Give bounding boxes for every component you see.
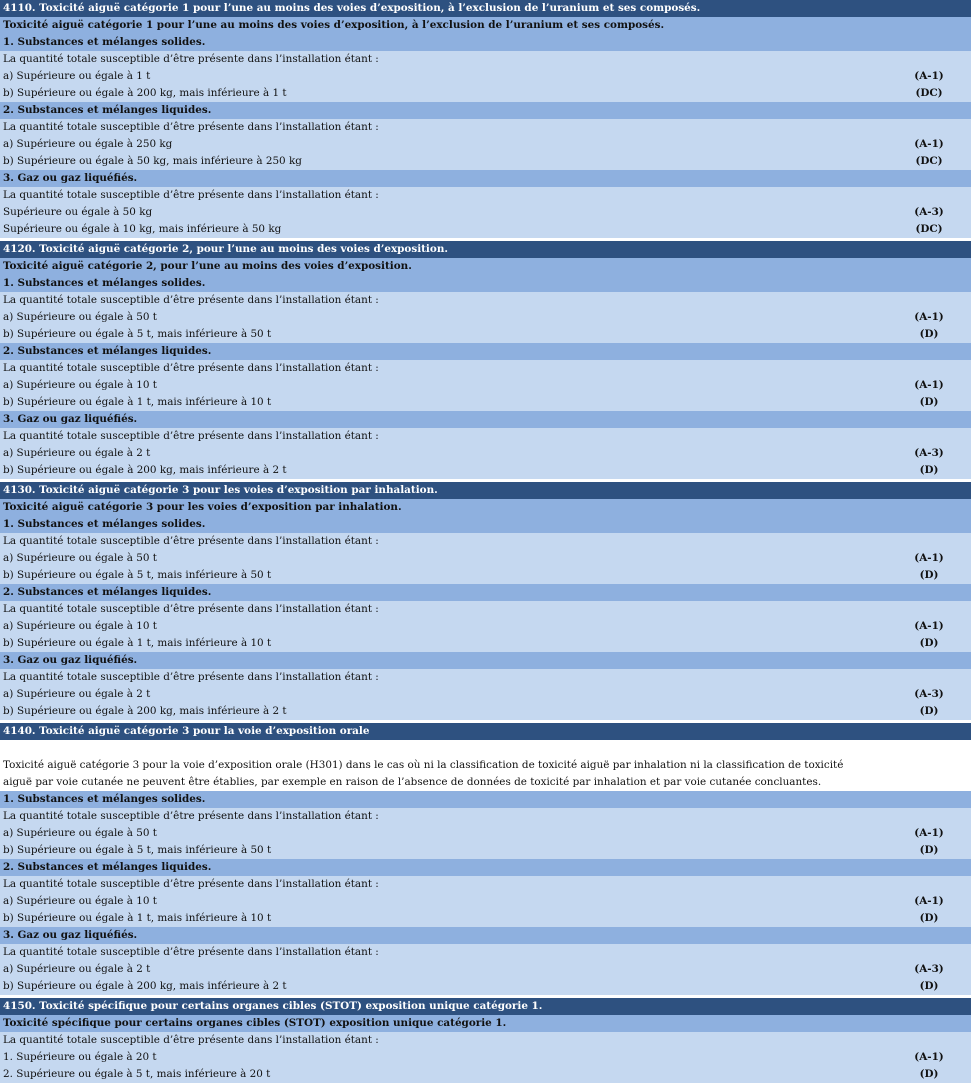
classification-regime: (D) xyxy=(919,980,939,992)
threshold-row xyxy=(0,910,971,927)
threshold-row xyxy=(0,550,971,567)
row-text: b) Supérieure ou égale à 200 kg, mais inférieure à 2 t xyxy=(3,980,287,992)
subsection-heading xyxy=(0,170,971,187)
threshold-row xyxy=(0,978,971,995)
threshold-row xyxy=(0,153,971,170)
row-text: b) Supérieure ou égale à 5 t, mais inférieure à 50 t xyxy=(3,569,272,581)
threshold-row xyxy=(0,462,971,479)
row-text: 3. Gaz ou gaz liquéfiés. xyxy=(3,413,138,425)
row-text: a) Supérieure ou égale à 250 kg xyxy=(3,138,173,150)
classification-regime: (D) xyxy=(919,844,939,856)
row-text: a) Supérieure ou égale à 50 t xyxy=(3,552,157,564)
threshold-row xyxy=(0,876,971,893)
row-text: 4120. Toxicité aiguë catégorie 2, pour l’une au moins des voies d’exposition. xyxy=(3,243,448,255)
row-text: 1. Substances et mélanges solides. xyxy=(3,277,206,289)
row-text: a) Supérieure ou égale à 2 t xyxy=(3,688,151,700)
row-text: b) Supérieure ou égale à 5 t, mais inférieure à 50 t xyxy=(3,844,272,856)
row-text: La quantité totale susceptible d’être présente dans l’installation étant : xyxy=(3,671,379,683)
threshold-row xyxy=(0,428,971,445)
threshold-row xyxy=(0,893,971,910)
classification-regime: (D) xyxy=(919,464,939,476)
threshold-row xyxy=(0,825,971,842)
threshold-row xyxy=(0,187,971,204)
subsection-heading xyxy=(0,791,971,808)
row-text: a) Supérieure ou égale à 10 t xyxy=(3,620,157,632)
classification-regime: (DC) xyxy=(915,87,943,99)
row-text: a) Supérieure ou égale à 10 t xyxy=(3,895,157,907)
section-description xyxy=(0,258,971,275)
threshold-row xyxy=(0,944,971,961)
threshold-row xyxy=(0,808,971,825)
threshold-row xyxy=(0,445,971,462)
classification-regime: (A-1) xyxy=(914,1051,944,1063)
threshold-row xyxy=(0,221,971,238)
classification-regime: (D) xyxy=(919,569,939,581)
section-description xyxy=(0,499,971,516)
classification-regime: (D) xyxy=(919,396,939,408)
row-text: 3. Gaz ou gaz liquéfiés. xyxy=(3,172,138,184)
threshold-row xyxy=(0,68,971,85)
row-text: La quantité totale susceptible d’être présente dans l’installation étant : xyxy=(3,603,379,615)
threshold-row xyxy=(0,292,971,309)
subsection-heading xyxy=(0,275,971,292)
section-code-header xyxy=(0,998,971,1015)
threshold-row xyxy=(0,635,971,652)
subsection-heading xyxy=(0,343,971,360)
row-text: La quantité totale susceptible d’être présente dans l’installation étant : xyxy=(3,362,379,374)
classification-regime: (DC) xyxy=(915,223,943,235)
row-text: 2. Substances et mélanges liquides. xyxy=(3,861,212,873)
row-text: b) Supérieure ou égale à 200 kg, mais inférieure à 1 t xyxy=(3,87,287,99)
classification-regime: (A-3) xyxy=(914,963,944,975)
row-text: Supérieure ou égale à 50 kg xyxy=(3,206,153,218)
row-text: La quantité totale susceptible d’être présente dans l’installation étant : xyxy=(3,1034,379,1046)
classification-regime: (D) xyxy=(919,637,939,649)
threshold-row xyxy=(0,601,971,618)
subsection-heading xyxy=(0,34,971,51)
threshold-row xyxy=(0,686,971,703)
row-text: Toxicité aiguë catégorie 1 pour l’une au moins des voies d’exposition, à l’exclusion de l’uranium et ses composés. xyxy=(3,19,665,31)
classification-regime: (D) xyxy=(919,912,939,924)
row-text: 1. Supérieure ou égale à 20 t xyxy=(3,1051,157,1063)
threshold-row xyxy=(0,360,971,377)
row-text: La quantité totale susceptible d’être présente dans l’installation étant : xyxy=(3,946,379,958)
threshold-row xyxy=(0,136,971,153)
subsection-heading xyxy=(0,516,971,533)
row-text: a) Supérieure ou égale à 2 t xyxy=(3,963,151,975)
subsection-heading xyxy=(0,584,971,601)
classification-regime: (A-1) xyxy=(914,379,944,391)
row-text: Toxicité spécifique pour certains organes cibles (STOT) exposition unique catégorie 1. xyxy=(3,1017,507,1029)
row-text: 3. Gaz ou gaz liquéfiés. xyxy=(3,929,138,941)
subsection-heading xyxy=(0,411,971,428)
threshold-row xyxy=(0,51,971,68)
classification-regime: (A-1) xyxy=(914,138,944,150)
row-text: La quantité totale susceptible d’être présente dans l’installation étant : xyxy=(3,294,379,306)
subsection-heading xyxy=(0,652,971,669)
row-text: La quantité totale susceptible d’être présente dans l’installation étant : xyxy=(3,535,379,547)
row-text: La quantité totale susceptible d’être présente dans l’installation étant : xyxy=(3,53,379,65)
threshold-row xyxy=(0,309,971,326)
threshold-row xyxy=(0,1049,971,1066)
row-text: 4130. Toxicité aiguë catégorie 3 pour les voies d’exposition par inhalation. xyxy=(3,484,438,496)
section-description xyxy=(0,740,971,791)
row-text: La quantité totale susceptible d’être présente dans l’installation étant : xyxy=(3,810,379,822)
row-text: a) Supérieure ou égale à 10 t xyxy=(3,379,157,391)
section-code-header xyxy=(0,723,971,740)
classification-regime: (DC) xyxy=(915,155,943,167)
classification-regime: (A-3) xyxy=(914,206,944,218)
threshold-row xyxy=(0,394,971,411)
row-text: La quantité totale susceptible d’être présente dans l’installation étant : xyxy=(3,430,379,442)
threshold-row xyxy=(0,85,971,102)
classification-regime: (A-3) xyxy=(914,447,944,459)
row-text: b) Supérieure ou égale à 1 t, mais inférieure à 10 t xyxy=(3,637,272,649)
threshold-row xyxy=(0,533,971,550)
classification-regime: (A-1) xyxy=(914,552,944,564)
row-text: 4150. Toxicité spécifique pour certains organes cibles (STOT) exposition unique catégorie 1. xyxy=(3,1000,543,1012)
threshold-row xyxy=(0,703,971,720)
row-text: b) Supérieure ou égale à 50 kg, mais inférieure à 250 kg xyxy=(3,155,302,167)
row-text: 4110. Toxicité aiguë catégorie 1 pour l’une au moins des voies d’exposition, à l’exclusion de l’uranium et ses composés. xyxy=(3,2,701,14)
subsection-heading xyxy=(0,859,971,876)
threshold-row xyxy=(0,119,971,136)
classification-regime: (D) xyxy=(919,705,939,717)
row-text: 2. Substances et mélanges liquides. xyxy=(3,345,212,357)
section-code-header xyxy=(0,482,971,499)
row-text: 3. Gaz ou gaz liquéfiés. xyxy=(3,654,138,666)
threshold-row xyxy=(0,204,971,221)
row-text: La quantité totale susceptible d’être présente dans l’installation étant : xyxy=(3,121,379,133)
threshold-row xyxy=(0,567,971,584)
section-description xyxy=(0,1015,971,1032)
row-text: b) Supérieure ou égale à 1 t, mais inférieure à 10 t xyxy=(3,912,272,924)
subsection-heading xyxy=(0,927,971,944)
threshold-row xyxy=(0,618,971,635)
row-text: La quantité totale susceptible d’être présente dans l’installation étant : xyxy=(3,189,379,201)
row-text: a) Supérieure ou égale à 2 t xyxy=(3,447,151,459)
row-text: La quantité totale susceptible d’être présente dans l’installation étant : xyxy=(3,878,379,890)
row-text: b) Supérieure ou égale à 5 t, mais inférieure à 50 t xyxy=(3,328,272,340)
row-text: b) Supérieure ou égale à 200 kg, mais inférieure à 2 t xyxy=(3,464,287,476)
classification-regime: (A-1) xyxy=(914,70,944,82)
row-text: b) Supérieure ou égale à 200 kg, mais inférieure à 2 t xyxy=(3,705,287,717)
section-code-header xyxy=(0,0,971,17)
row-text: a) Supérieure ou égale à 50 t xyxy=(3,827,157,839)
row-text: Toxicité aiguë catégorie 3 pour les voies d’exposition par inhalation. xyxy=(3,501,402,513)
row-text: a) Supérieure ou égale à 50 t xyxy=(3,311,157,323)
section-description xyxy=(0,17,971,34)
threshold-row xyxy=(0,961,971,978)
threshold-row xyxy=(0,669,971,686)
classification-regime: (D) xyxy=(919,328,939,340)
row-text: Toxicité aiguë catégorie 3 pour la voie d’exposition orale (H301) dans le cas où ni la classification de toxicité aiguë par inhalation ni la classification de toxicité aiguë par voie cutanée ne peuvent être établies, par exemple en raison de l’absence de données de toxicité par inhalation et par voie cutanée concluantes. xyxy=(3,759,844,788)
row-text: 1. Substances et mélanges solides. xyxy=(3,793,206,805)
row-text: Supérieure ou égale à 10 kg, mais inférieure à 50 kg xyxy=(3,223,282,235)
row-text: a) Supérieure ou égale à 1 t xyxy=(3,70,151,82)
row-text: b) Supérieure ou égale à 1 t, mais inférieure à 10 t xyxy=(3,396,272,408)
row-text: 1. Substances et mélanges solides. xyxy=(3,36,206,48)
row-text: 2. Substances et mélanges liquides. xyxy=(3,104,212,116)
threshold-row xyxy=(0,842,971,859)
classification-regime: (D) xyxy=(919,1068,939,1080)
threshold-row xyxy=(0,326,971,343)
classification-regime: (A-1) xyxy=(914,311,944,323)
classification-regime: (A-3) xyxy=(914,688,944,700)
row-text: Toxicité aiguë catégorie 2, pour l’une au moins des voies d’exposition. xyxy=(3,260,412,272)
row-text: 4140. Toxicité aiguë catégorie 3 pour la voie d’exposition orale xyxy=(3,725,370,737)
row-text: 2. Supérieure ou égale à 5 t, mais inférieure à 20 t xyxy=(3,1068,271,1080)
row-text: 1. Substances et mélanges solides. xyxy=(3,518,206,530)
subsection-heading xyxy=(0,102,971,119)
row-text: 2. Substances et mélanges liquides. xyxy=(3,586,212,598)
section-code-header xyxy=(0,241,971,258)
classification-regime: (A-1) xyxy=(914,620,944,632)
classification-regime: (A-1) xyxy=(914,895,944,907)
classification-regime: (A-1) xyxy=(914,827,944,839)
threshold-row xyxy=(0,377,971,394)
threshold-row xyxy=(0,1032,971,1049)
threshold-row xyxy=(0,1066,971,1083)
